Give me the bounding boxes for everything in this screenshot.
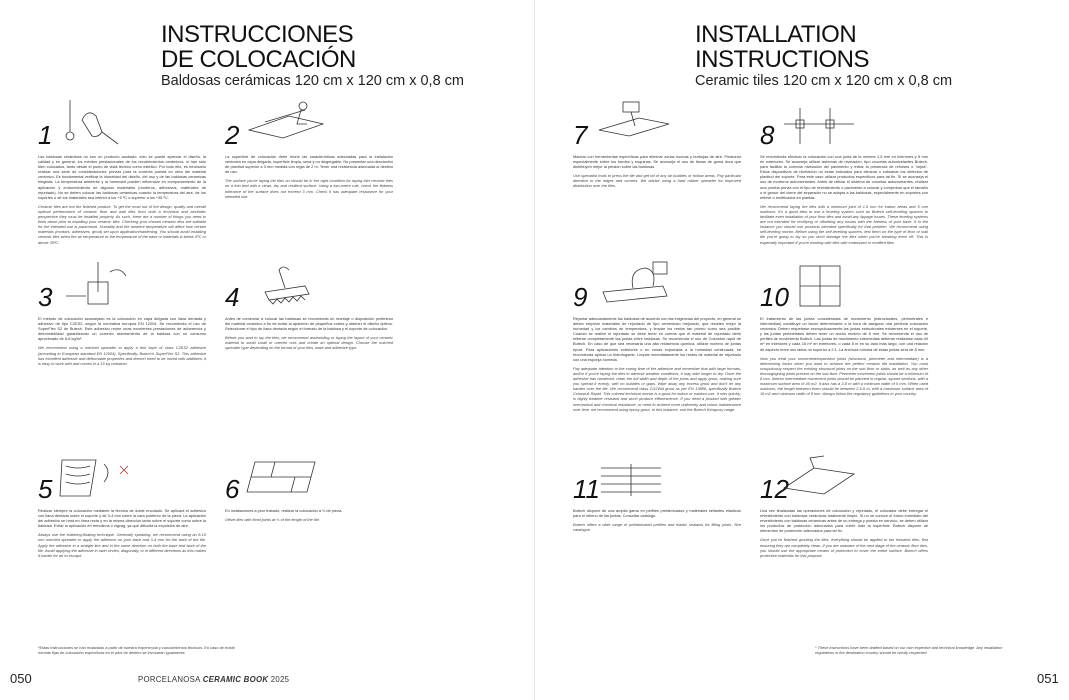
step-text-en: Before you start to lay the tiles, we recommend assembling or laying the layout of your ceramic material to avoid small or uneven cuts and create an optimal design. Choose the notched spreader type depending on the format of your tiles, base and adhesive type. xyxy=(225,335,393,351)
step-text-es: Butech dispone de una amplia gama en perfiles prefabricados y materiales sellantes elásticos para el relleno de las juntas. Consultar catálogo. xyxy=(573,508,741,519)
footnote-es: *Estas instrucciones se han redactado a partir de nuestra experiencia y conocimientos técnicos. En caso de existir normas fijas de colocación específicas en el país de destino se invocarán igualmente. xyxy=(38,645,236,655)
leveling-spacers-illustration-icon xyxy=(780,100,860,150)
right-page xyxy=(535,0,1069,700)
step-text xyxy=(38,154,206,249)
step-text-en: Pay adequate attention to the curing time of the adhesive and remember that with large formats, and/or if you're laying the tiles in adverse weather conditions, it may take longer to dry. Once the adhesive has hardened, clean the full width and depth of the joints and apply grout, making sure you spread it evenly, with no bubbles or gaps. Wipe away any excess grout and don't let any harden over the tile. We recommend class CG2WA grout as per EN 13888, specifically Butech Colorstuk Rapid. This colored technical mortar is a good for indoor or outdoor use. It sets quickly, is highly weather resistant and won't produce efflorescence. If you need a product with greater mechanical and chemical resistance, or need to achieve more uniformity and colour maintenance over time, we recommend using epoxy grout. In this instance, use the Butech Kerapoxy range. xyxy=(573,365,741,412)
thermometer-illustration-icon xyxy=(58,100,138,150)
step-number: 3 xyxy=(38,282,53,312)
protection-cover-illustration-icon xyxy=(780,454,860,504)
footer-book-title xyxy=(138,675,289,684)
grouting-illustration-icon xyxy=(593,262,673,312)
step-text-es: El tratamiento de las juntas consideradas de movimiento (estructurales, perimetrales e intermedias) constituye un factor determinante a la hora de asegurar una perfecta colocación cerámica. Deben respetarse escrupulosamente las juntas estructurales existentes en el soporte, y las juntas perimetrales deben tener un ancho mínimo de 8 mm. Se recomienda el uso de perfiles de movimiento Butech. Las juntas de movimiento intermedias deberán realizarse cada 40 m² en interiores y cada 16 m² en exteriores, o cada 8 m en su lado más largo, con una relación de aspecto entre sus lados no superior a 2:1. La anchura mínima de estas juntas será de 8 mm. xyxy=(760,316,928,352)
step-number: 6 xyxy=(225,474,240,504)
step-number: 5 xyxy=(38,474,53,504)
step-text-es: Una vez finalizadas las operaciones de colocación y rejuntado, el colocador debe entregar el revestimiento con baldosas cerámicas totalmente limpio. Si no se conoce el futuro inmediato del revestimiento con baldosas cerámicas antes de su entrega y puesta en servicio, se deben utilizar los productos de protección adecuados para cubrir todo la superficie. Butech dispone de elementos de protección adecuados para tal fin. xyxy=(760,508,928,534)
step-text-en: We recommend using a notched spreader to apply a thin layer of class C2ES2 adhesive (according to European standard EN 12004). Specifically, Butech's SuperFlex S2. This adhesive has excellent adhesive and deformable properties and doesn't need to be mixed with additives; it is easy to work with and comes in a 15 kg container. xyxy=(38,345,206,366)
step-text xyxy=(38,316,206,370)
step-text-es: La superficie de colocación debe reunir las características adecuadas para la instalación cerámica en capa delgada, superficie limpia, seca y no disgregable. No presentar una desviación de planitud superior a 3 mm medida con regla de 2 m. Tener una resistencia adecuada al destino de uso. xyxy=(225,154,393,175)
step-number: 12 xyxy=(760,474,789,504)
expansion-joint-illustration-icon xyxy=(780,262,860,312)
footer-brand: PORCELANOSA xyxy=(138,675,201,684)
title-line-1: INSTALLATION xyxy=(695,21,857,48)
step-6 xyxy=(225,476,405,651)
step-text xyxy=(760,508,928,562)
step-12 xyxy=(760,476,940,651)
step-3 xyxy=(38,284,218,459)
step-11 xyxy=(573,476,753,651)
step-text-en: Ceramic tiles are not the finished product. To get the most out of the design, quality and overall optimal performance of ceramic floor and wall tiles from both a technical and aesthetic perspective they must be installed properly. As such, there are a number of things you need to think about prior to installing your ceramic tiles. Checking your chosen ceramic tiles are suitable for the intended use is paramount. Humidity and the ambient temperature will affect how certain materials (mortars, adhesives, grout) set upon application/hardening. You should avoid installing ceramic tiles when the air temperature or the temperature of the base or materials is below 5ºC or above 35ºC. xyxy=(38,203,206,245)
title-line-2: INSTRUCTIONS xyxy=(695,46,869,73)
step-text xyxy=(760,154,928,249)
step-text-es: Macear con herramientas específicas para eliminar zonas huecas y burbujas de aire. Presionar especialmente sobre los bordes y esquinas. Se aconseja el uso de llanas de goma dura que distribuyen mejor la presión sobre las baldosas. xyxy=(573,154,741,170)
notched-trowel-illustration-icon xyxy=(245,262,325,312)
step-text xyxy=(225,154,393,203)
step-text-en: Always use the buttering-floating technique. Generally speaking, we recommend using an 8-10 mm notched spreader to apply the adhesive on your base and 3-4 mm for the back of the tile. Apply the adhesive in a straight line and in the same direction on both the base and back of the tile. Avoid applying the adhesive in swirl circles, diagonally, or in different directions as this makes it harder for air to escape. xyxy=(38,532,206,558)
page-title-es xyxy=(161,22,356,72)
step-number: 1 xyxy=(38,120,53,150)
profiles-illustration-icon xyxy=(593,454,673,504)
step-5 xyxy=(38,476,218,651)
step-text xyxy=(573,316,741,416)
page-number-right: 051 xyxy=(1037,671,1059,686)
title-line-2: DE COLOCACIÓN xyxy=(161,46,356,73)
step-text-es: El método de colocación aconsejado es la colocación en capa delgada con llana dentada y adhesivo de tipo C2ES2, según la normativa europea EN 12004. Se recomienda el uso de SuperFlex S2 de Butech. Este adhesivo reúne unas excelentes prestaciones de adherencia y deformabilidad garantizando un correcto asentamiento de la baldosa con un consumo aproximado de 6-8 kg/m². xyxy=(38,316,206,342)
title-line-1: INSTRUCCIONES xyxy=(161,21,354,48)
step-number: 7 xyxy=(573,120,588,150)
rubber-mallet-illustration-icon xyxy=(593,100,673,150)
step-text-en: The surface you're laying the tiles on should be in the right condition for laying thin ceramic tiles on a thin bed with a clean, dry and resilient surface. Using a two-metre rule, check the flatness tolerance of the surface does not exceed 3 mm. Check it has adequate resistance for your intended use. xyxy=(225,178,393,199)
footer-book: CERAMIC BOOK xyxy=(202,675,269,684)
footnote-en: * These instructions have been drafted based on our own expertise and technical knowledge. Any installation regulations in the destination country should be wholly respected. xyxy=(815,645,1003,655)
step-text xyxy=(38,508,206,562)
step-text-es: Antes de comenzar a colocar las baldosas se recomienda un montaje o disposición preliminar del material cerámico a fin de evitar la aparición de pequeños cortes y obtener el diseño óptimo. Seleccionar el tipo de llana dentada según el formato de la baldosa y el soporte de colocación. xyxy=(225,316,393,332)
step-text xyxy=(225,508,393,526)
page-subtitle-en: Ceramic tiles 120 cm x 120 cm x 0,8 cm xyxy=(695,73,953,89)
step-text-en: Butech offers a wide range of prefabricated profiles and elastic sealants for filling joints. See catalogue. xyxy=(573,522,741,533)
level-check-illustration-icon xyxy=(245,100,325,150)
step-number: 8 xyxy=(760,120,775,150)
step-text xyxy=(573,508,741,536)
step-text-es: Se recomienda efectuar la colocación con una junta de la mínima 1,5 mm en interiores y 5 mm en exteriores. Se aconseja utilizar sistemas de nivelación, tipo crucetas autonivelantes Butech, para facilitar la correcta nivelación del pavimento y evitar la presencia de rehúses o "cejas". Estos dispositivos de nivelación no están indicados para eliminar o subsanar los defectos de planitud del soporte. Para este caso utilizar productos específicos para tal fin. Si se aconseja el uso de morteros autonivelantes. Antes de utilizar el sistema de crucetas autonivelantes, realizar una prueba previa con el tipo de revestimiento o pavimento a colocar y comprobar que el tamaño o el grosor del cierre del separador no se adapta a las baldosas, especialmente en soportes con relieve o rectificados en plantas. xyxy=(760,154,928,200)
step-text-en: Now you treat your movement/expansion joints (structural, perimeter and intermediate) is a determining factor when you want to achieve the perfect ceramic tile installation. You must scrupulously respect the existing structural joints on the sub floor or slabs, as well as any other thoroughgoing joints present on the sub-floor. Perimeter movement joints should be a minimum of 8 mm. Interior intermediate movement joints should be planned in regular, square sections, with a maximum surface area of 40 m2. It also has a 3-8 m with a minimum width of 5 mm. When used outdoors, the length between them should be between 2.5-5 m, with a maximum surface area of 16 m2 and minimum width of 8 mm. Always follow the regulatory guidelines in your country. xyxy=(760,355,928,397)
step-text xyxy=(573,154,741,193)
step-text xyxy=(225,316,393,355)
left-page xyxy=(0,0,534,700)
step-number: 9 xyxy=(573,282,588,312)
footer-year: 2025 xyxy=(270,675,290,684)
step-text-es: En instalaciones a pino trabado, realizar la colocación a ⅓ de pieza. xyxy=(225,508,343,513)
step-number: 11 xyxy=(573,474,600,504)
step-4 xyxy=(225,284,405,459)
step-text xyxy=(760,316,928,400)
page-number-left: 050 xyxy=(10,671,32,686)
adhesive-mixing-illustration-icon xyxy=(58,262,138,312)
step-10 xyxy=(760,284,940,459)
offset-tiles-illustration-icon xyxy=(245,454,325,504)
step-9 xyxy=(573,284,753,459)
step-text-en: We recommend laying the tiles with a minimum joint of 1.5 mm for indoor areas and 5 mm outdoors. It's a good idea to use a leveling system such as Butech self-levelling spacers to facilitate even installation of your floor tiles and avoid any lippage issues. These leveling systems are not intended for rectifying or offsetting any issues with the flatness of your base. If in the instance you should use products intended specifically for that problem. We recommend using self-leveling mortar. Before using the self-levelling spacers, test them on the type of floor or wall tile you're going to lay so you don't damage the tiles when you're breaking them off. This is especially important if you're working with tiles with embossed or rectified tiles. xyxy=(760,203,928,245)
step-text-en: Once you've finished grouting the tiles, everything should be applied to the heaviest tiles, first ensuring they are completely clean. If you are unaware of the next stage of the ceramic floor tiles, you should use the appropriate means of protection to cover the entire surface. Butech offers protective materials for this purpose. xyxy=(760,537,928,558)
step-text-en: Use specialist tools to press the tile and get rid of any air bubbles or hollow areas. Pay particular attention to the edges and corners. We advise using a hard rubber spreader for improved distribution over the tiles. xyxy=(573,173,741,189)
page-title-en xyxy=(695,22,869,72)
step-number: 10 xyxy=(760,282,789,312)
page-subtitle-es: Baldosas cerámicas 120 cm x 120 cm x 0,8 cm xyxy=(161,73,465,89)
step-text-es: Las baldosas cerámicas no son un producto acabado, sólo se puede apreciar el diseño, la calidad y en general, los méritos prestacionales de los recubrimientos cerámicos, si han sido bien colocados, tanto desde el punto de vista técnico como estético. Por todo ello, es necesario realizar una serie de consideraciones previas para la correcta puesta en obra del material cerámico. Es fundamental verificar la idoneidad del diseño, del uso y de las baldosas cerámicas elegidas. La temperatura ambiente y la humedad pueden influenciar en comportamiento de la aplicación y endurecimiento de algunos materiales (morteros, adhesivos, materiales de rejuntado). No se deben colocar las baldosas cerámicas cuando la temperatura del aire, de los soportes o de los materiales sea inferior a los +5 ºC o superior a los +35 ºC. xyxy=(38,154,206,200)
step-text-en: Offset tiles with fixed joints at ⅓ of the length of the tile. xyxy=(225,517,320,523)
step-text-es: Rejuntar adecuadamente las baldosas de acuerdo con las exigencias del proyecto, en general se deben emplear materiales de rejuntado de tipo cementoso mejorado, que resisten mejor la humedad y los cambios de temperatura, y limpiar los restos tan pronto como sea posible. Cuando se realice el rejuntado se debe tener en cuenta que el material de rejuntado debe rellenar completamente las juntas entre baldosas. Se recomienda el uso de Colorstuk rapid de Butech. En caso de que sea necesaria una alta resistencia química, utilizar mortero de juntas epoxi. Para aplicaciones exteriores o en zonas expuestas a la humedad continuada, se recomienda aplicar un hidrofugante. Limpiar inmediatamente los restos de material de rejuntado con una esponja húmeda. xyxy=(573,316,741,362)
step-text-es: Realizar siempre la colocación mediante la técnica de doble encolado. Se aplicará el adhesivo con llana dentada sobre el soporte y de 3-4 mm sobre la cara posterior de la pieza. La aplicación del adhesivo se hará en línea recta y en la misma dirección tanto sobre el soporte como sobre la baldosa. Evitar la aplicación en remolinos o zigzag, ya que dificulta la expulsión de aire. xyxy=(38,508,206,529)
step-number: 2 xyxy=(225,120,240,150)
double-gluing-illustration-icon xyxy=(58,454,138,504)
step-number: 4 xyxy=(225,282,240,312)
